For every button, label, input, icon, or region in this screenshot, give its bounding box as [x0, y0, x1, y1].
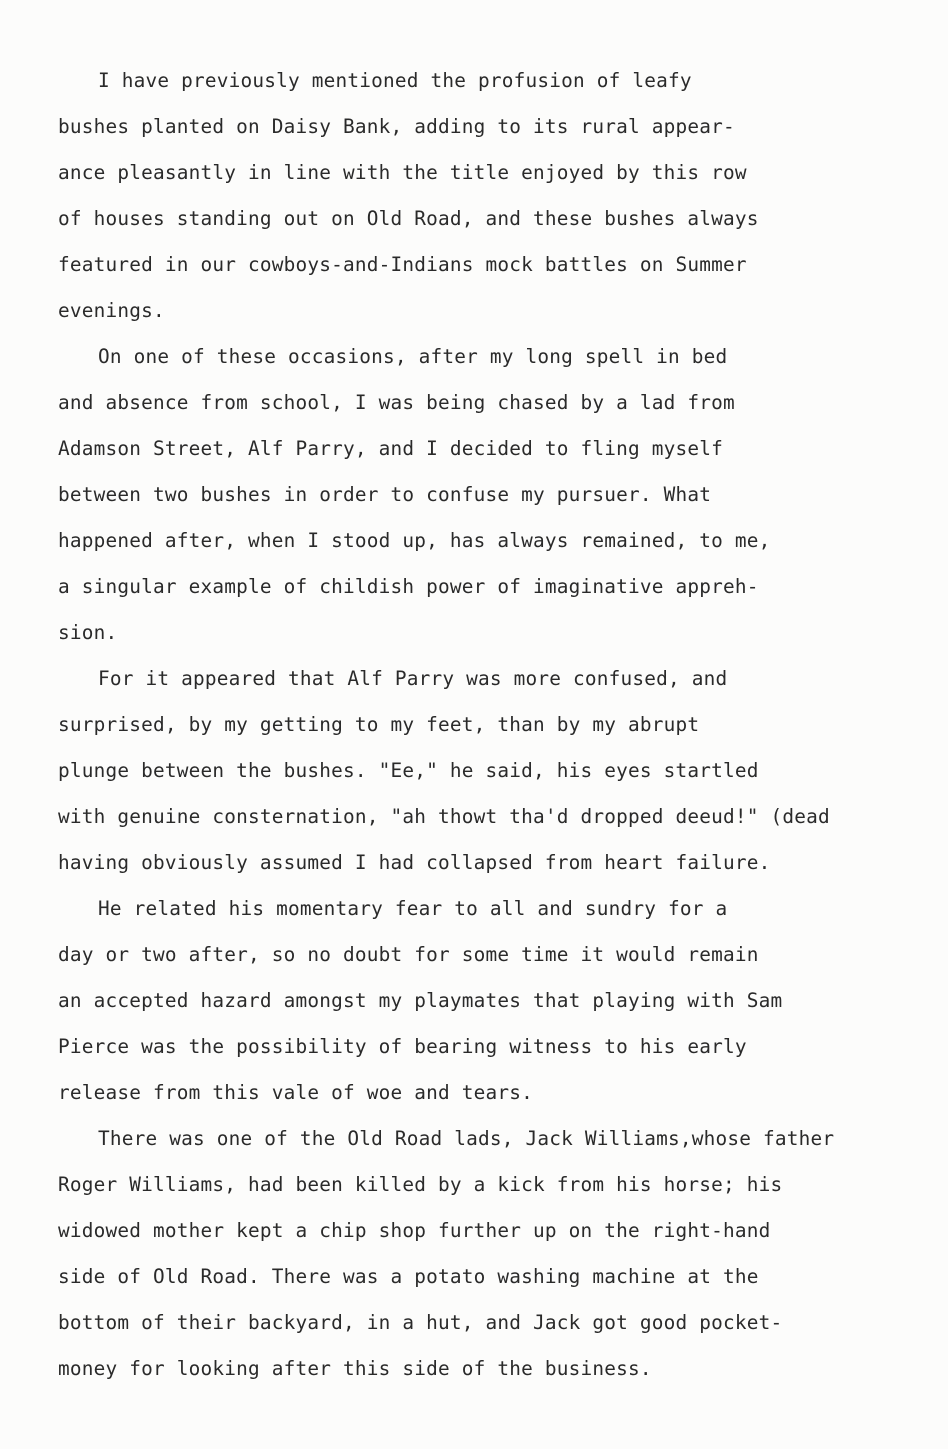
text-line: Roger Williams, had been killed by a kick from his horse; his — [58, 1173, 783, 1196]
text-line: widowed mother kept a chip shop further up on the right-hand — [58, 1219, 771, 1242]
text-line: day or two after, so no doubt for some time it would remain — [58, 943, 759, 966]
text-line: a singular example of childish power of imaginative appreh- — [58, 575, 759, 598]
text-line: happened after, when I stood up, has always remained, to me, — [58, 529, 771, 552]
document-body — [58, 58, 918, 1392]
text-line: and absence from school, I was being chased by a lad from — [58, 391, 735, 414]
paragraph — [58, 334, 918, 656]
text-line: For it appeared that Alf Parry was more confused, and — [98, 667, 728, 690]
paragraph — [58, 58, 918, 334]
paragraph — [58, 1116, 918, 1392]
text-line: He related his momentary fear to all and sundry for a — [98, 897, 728, 920]
text-line: featured in our cowboys-and-Indians mock battles on Summer — [58, 253, 747, 276]
text-line: Adamson Street, Alf Parry, and I decided to fling myself — [58, 437, 723, 460]
text-line: money for looking after this side of the business. — [58, 1357, 652, 1380]
paragraph — [58, 886, 918, 1116]
text-line: plunge between the bushes. "Ee," he said, his eyes startled — [58, 759, 759, 782]
text-line: evenings. — [58, 299, 165, 322]
text-line: side of Old Road. There was a potato washing machine at the — [58, 1265, 759, 1288]
text-line: with genuine consternation, "ah thowt tha'd dropped deeud!" (dead — [58, 805, 830, 828]
text-line: surprised, by my getting to my feet, than by my abrupt — [58, 713, 700, 736]
text-line: of houses standing out on Old Road, and these bushes always — [58, 207, 759, 230]
text-line: Pierce was the possibility of bearing witness to his early — [58, 1035, 747, 1058]
text-line: ance pleasantly in line with the title enjoyed by this row — [58, 161, 747, 184]
paragraph — [58, 656, 918, 886]
text-line: bushes planted on Daisy Bank, adding to its rural appear- — [58, 115, 735, 138]
text-line: having obviously assumed I had collapsed from heart failure. — [58, 851, 771, 874]
text-line: There was one of the Old Road lads, Jack Williams,whose father — [98, 1127, 835, 1150]
text-line: between two bushes in order to confuse my pursuer. What — [58, 483, 712, 506]
text-line: sion. — [58, 621, 118, 644]
text-line: On one of these occasions, after my long spell in bed — [98, 345, 728, 368]
text-line: an accepted hazard amongst my playmates that playing with Sam — [58, 989, 783, 1012]
text-line: release from this vale of woe and tears. — [58, 1081, 533, 1104]
text-line: I have previously mentioned the profusion of leafy — [98, 69, 692, 92]
text-line: bottom of their backyard, in a hut, and Jack got good pocket- — [58, 1311, 783, 1334]
